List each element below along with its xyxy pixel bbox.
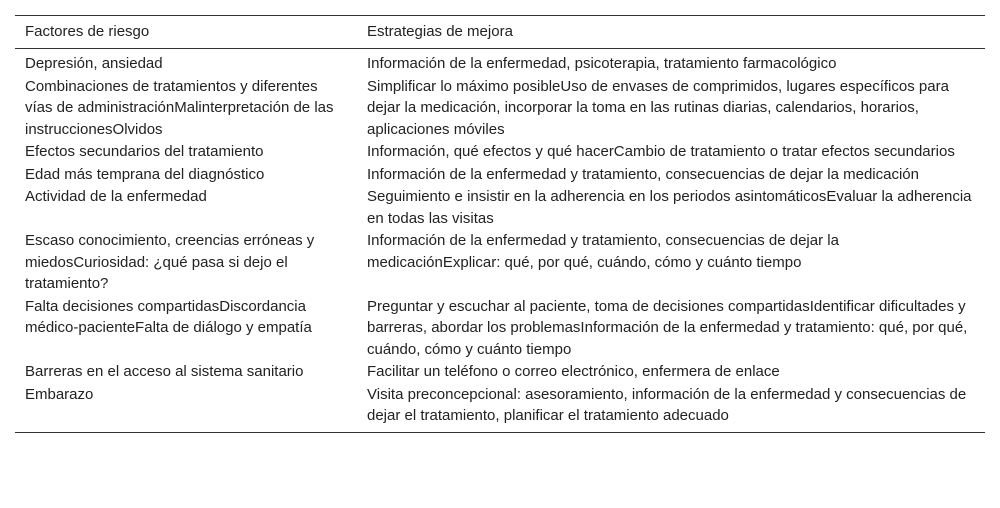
strategy-cell: Seguimiento e insistir en la adherencia en los periodos asintomáticosEvaluar la adherencia en todas las visitas xyxy=(367,188,972,227)
table-row xyxy=(15,141,985,164)
table-row xyxy=(15,361,985,384)
strategy-cell: Información de la enfermedad, psicoterapia, tratamiento farmacológico xyxy=(367,55,837,72)
risk-factors-table xyxy=(15,15,985,433)
table-row xyxy=(15,49,985,76)
risk-factor-cell: Barreras en el acceso al sistema sanitario xyxy=(25,363,304,380)
table-row xyxy=(15,296,985,362)
header-risk-factors: Factores de riesgo xyxy=(25,23,150,41)
strategy-cell: Información de la enfermedad y tratamiento, consecuencias de dejar la medicación xyxy=(367,165,919,183)
risk-factor-cell: Edad más temprana del diagnóstico xyxy=(25,165,265,183)
table-row xyxy=(15,76,985,142)
risk-factor-cell: Falta decisiones compartidasDiscordancia médico-pacienteFalta de diálogo y empatía xyxy=(25,297,312,336)
strategy-cell: Información de la enfermedad y tratamiento, consecuencias de dejar la medicaciónExplicar: qué, por qué, cuándo, cómo y cuánto tiempo xyxy=(367,232,839,271)
table-row xyxy=(15,384,985,433)
strategy-cell: Preguntar y escuchar al paciente, toma de decisiones compartidasIdentificar dificultades y barreras, abordar los problemasInformación de la enfermedad y tratamiento: qué, por qué, cuándo, cómo y cuánto tiempo xyxy=(367,297,968,358)
risk-factor-cell: Combinaciones de tratamientos y diferentes vías de administraciónMalinterpretación de las instruccionesOlvidos xyxy=(25,77,334,138)
table-row xyxy=(15,164,985,187)
header-improvement-strategies: Estrategias de mejora xyxy=(367,23,513,41)
table-body xyxy=(15,49,985,433)
table-row xyxy=(15,230,985,296)
risk-factor-cell: Escaso conocimiento, creencias erróneas y miedosCuriosidad: ¿qué pasa si dejo el tratamiento? xyxy=(25,232,315,292)
table-header xyxy=(15,16,985,49)
risk-factor-cell: Actividad de la enfermedad xyxy=(25,188,207,205)
strategy-cell: Simplificar lo máximo posibleUso de envases de comprimidos, lugares específicos para dejar la medicación, incorporar la toma en las rutinas diarias, calendarios, horarios, aplicaciones móviles xyxy=(367,77,949,138)
strategy-cell: Información, qué efectos y qué hacerCambio de tratamiento o tratar efectos secundarios xyxy=(367,143,955,160)
strategy-cell: Facilitar un teléfono o correo electrónico, enfermera de enlace xyxy=(367,363,780,380)
risk-factor-cell: Embarazo xyxy=(25,385,94,403)
risk-factor-cell: Efectos secundarios del tratamiento xyxy=(25,143,264,160)
risk-factor-cell: Depresión, ansiedad xyxy=(25,55,163,72)
table-row xyxy=(15,186,985,230)
header-row xyxy=(15,16,985,49)
strategy-cell: Visita preconcepcional: asesoramiento, información de la enfermedad y consecuencias de dejar el tratamiento, planificar el tratamiento adecuado xyxy=(367,385,967,424)
risk-factors-table-container xyxy=(15,15,985,433)
